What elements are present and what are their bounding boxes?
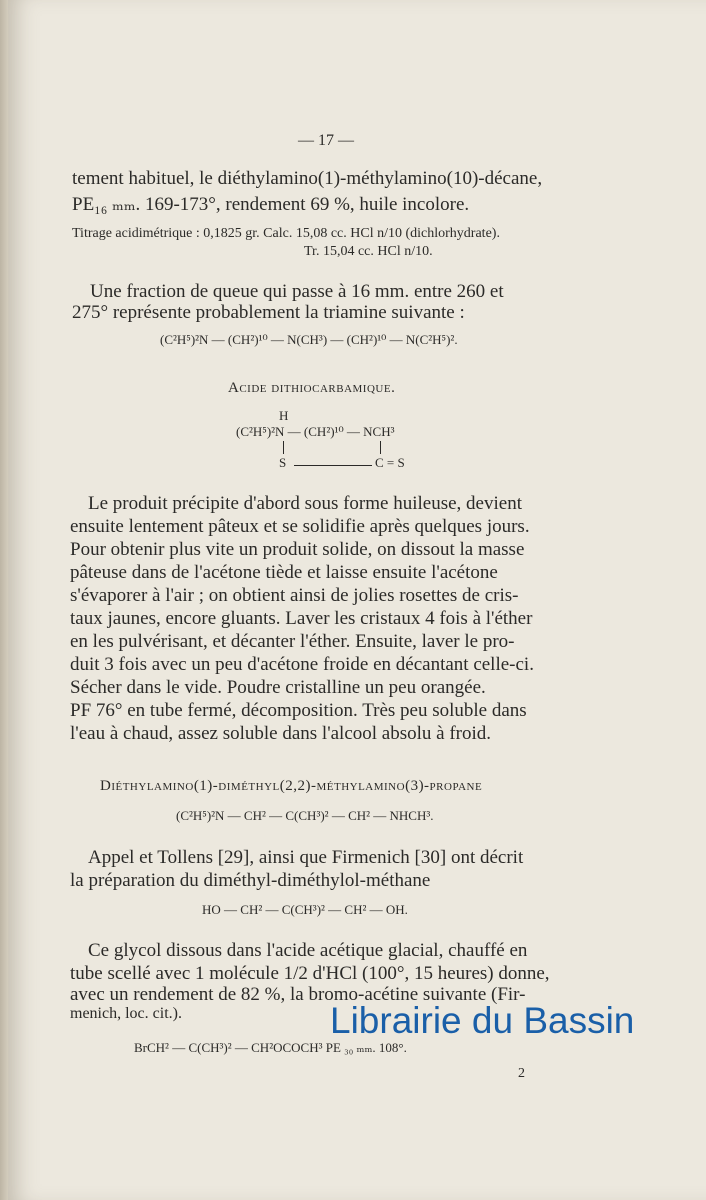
dithio-h-atom: H (279, 408, 289, 423)
dithio-c-right: C = S (375, 455, 405, 470)
glycol-formula: HO — CH² — C(CH³)² — CH² — OH. (202, 902, 408, 917)
appel-line-1: Appel et Tollens [29], ainsi que Firmenich [30] ont décrit (88, 847, 524, 868)
titrage-line-2: Tr. 15,04 cc. HCl n/10. (304, 244, 433, 259)
paragraph-line: Le produit précipite d'abord sous forme huileuse, devient (88, 493, 522, 514)
glycol-line-1: Ce glycol dissous dans l'acide acétique glacial, chauffé en (88, 940, 528, 961)
dithio-heading: Acide dithiocarbamique. (228, 380, 396, 396)
paragraph-line: s'évaporer à l'air ; on obtient ainsi de jolies rosettes de cris- (70, 585, 519, 606)
page-signature-number: 2 (518, 1066, 525, 1081)
appel-line-2: la préparation du diméthyl-diméthylol-méthane (70, 870, 431, 891)
bromoacetine-formula: BrCH² — C(CH³)² — CH²OCOCH³ PE ₃₀ ₘₘ. 108°. (134, 1040, 407, 1055)
watermark-text: Librairie du Bassin (330, 1000, 635, 1041)
paragraph-line: en les pulvérisant, et décanter l'éther. Ensuite, laver le pro- (70, 631, 515, 652)
intro-line-1: tement habituel, le diéthylamino(1)-méthylamino(10)-décane, (72, 168, 543, 189)
paragraph-line: taux jaunes, encore gluants. Laver les cristaux 4 fois à l'éther (70, 608, 533, 629)
paragraph-line: Sécher dans le vide. Poudre cristalline un peu orangée. (70, 677, 486, 698)
paragraph-line: pâteuse dans de l'acétone tiède et laisse ensuite l'acétone (70, 562, 498, 583)
paragraph-line: duit 3 fois avec un peu d'acétone froide en décantant celle-ci. (70, 654, 534, 675)
bond-bottom (294, 465, 372, 466)
glycol-line-3: avec un rendement de 82 %, la bromo-acétine suivante (Fir- (70, 984, 526, 1005)
dithio-s-left: S (279, 455, 287, 470)
paragraph-line: l'eau à chaud, assez soluble dans l'alcool absolu à froid. (70, 723, 492, 744)
titrage-line-1: Titrage acidimétrique : 0,1825 gr. Calc. 15,08 cc. HCl n/10 (dichlorhydrate). (72, 226, 500, 241)
bond-right (380, 441, 381, 454)
glycol-line-4: menich, loc. cit.). (70, 1005, 182, 1022)
paragraph-line: ensuite lentement pâteux et se solidifie après quelques jours. (70, 516, 530, 537)
page-header: — 17 — (298, 132, 354, 149)
section2-formula: (C²H⁵)²N — CH² — C(CH³)² — CH² — NHCH³. (176, 808, 434, 823)
intro-line-2: PE₁₆ ₘₘ. 169-173°, rendement 69 %, huile incolore. (72, 194, 470, 215)
paragraph-line: PF 76° en tube fermé, décomposition. Très peu soluble dans (70, 700, 527, 721)
fraction-line-2: 275° représente probablement la triamine suivante : (72, 302, 465, 323)
bond-left (283, 441, 284, 454)
paragraph-line: Pour obtenir plus vite un produit solide, on dissout la masse (70, 539, 525, 560)
section2-heading: Diéthylamino(1)-diméthyl(2,2)-méthylamino(3)-propane (100, 778, 483, 794)
fraction-line-1: Une fraction de queue qui passe à 16 mm. entre 260 et (90, 281, 504, 302)
triamine-formula: (C²H⁵)²N — (CH²)¹⁰ — N(CH³) — (CH²)¹⁰ — N(C²H⁵)². (160, 332, 458, 347)
dithio-formula-top: (C²H⁵)²N — (CH²)¹⁰ — NCH³ (236, 424, 395, 439)
glycol-line-2: tube scellé avec 1 molécule 1/2 d'HCl (100°, 15 heures) donne, (70, 963, 550, 984)
